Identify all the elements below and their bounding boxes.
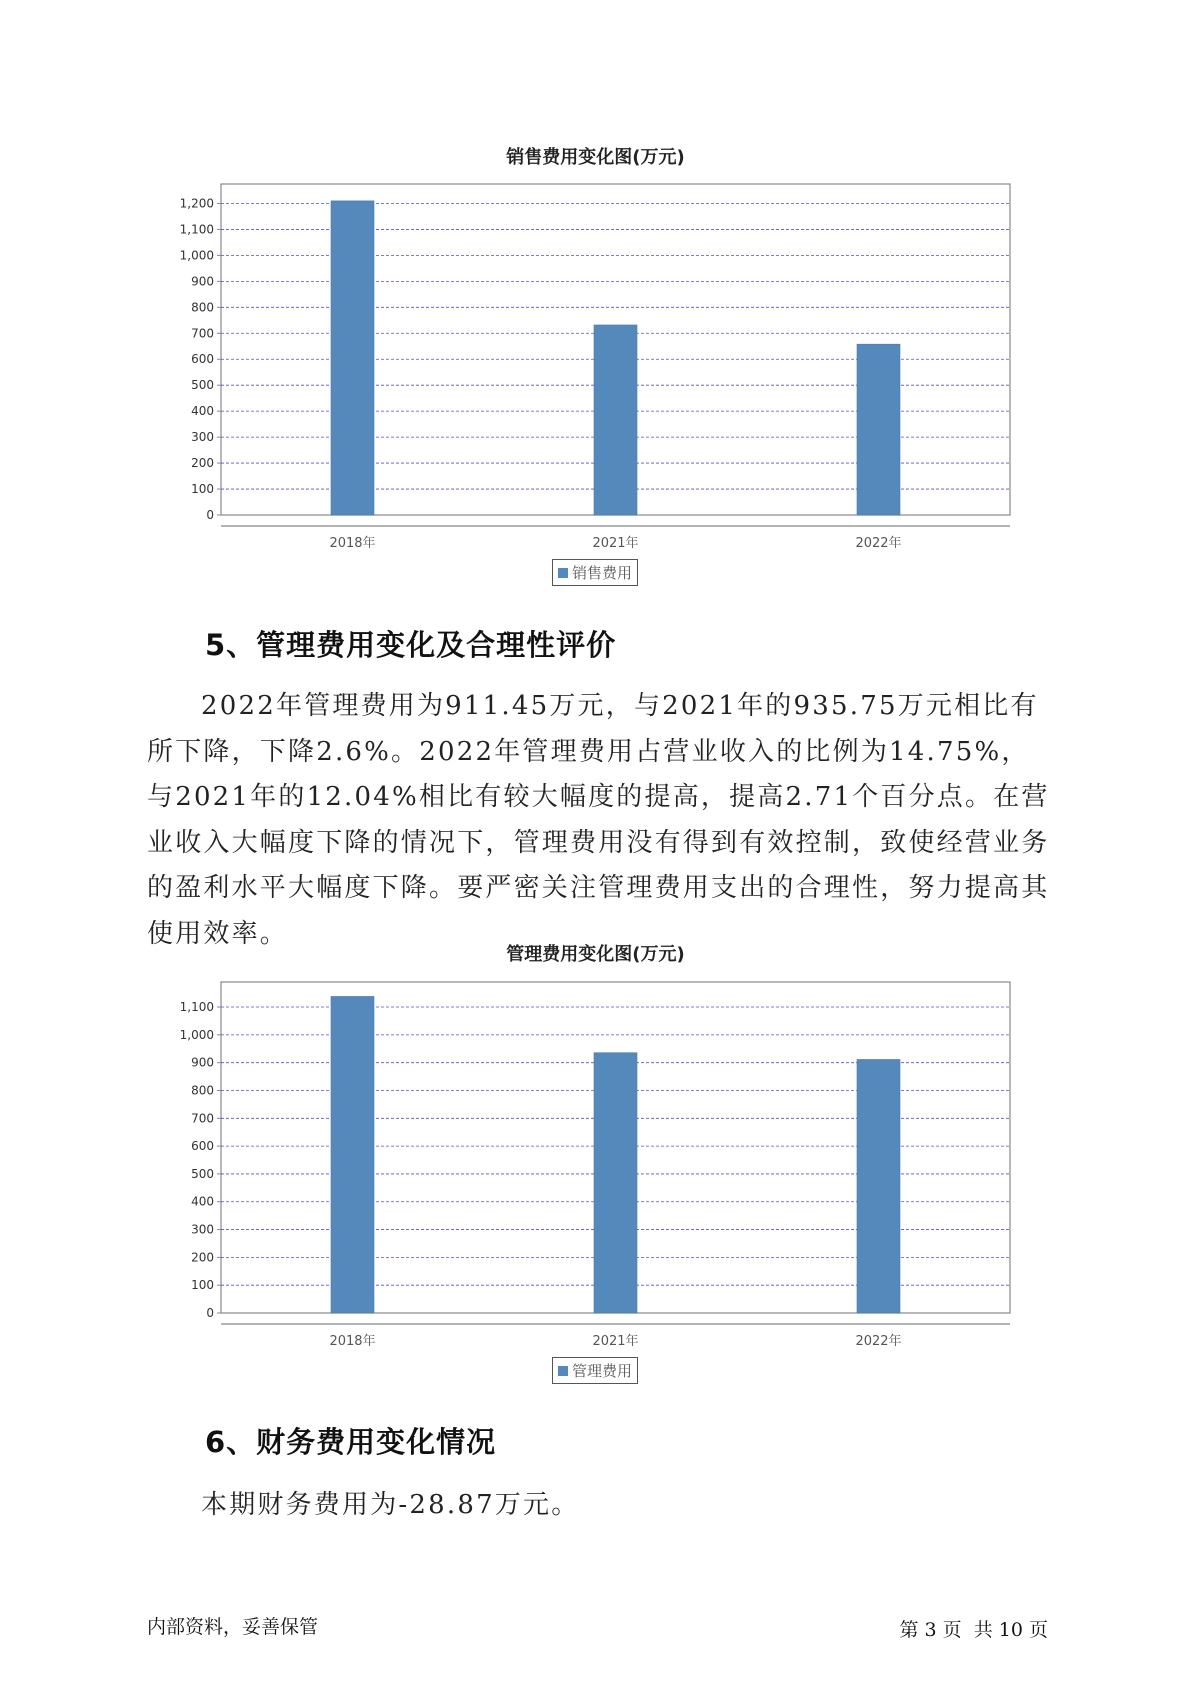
admin-expense-chart (0, 968, 1191, 1388)
sales-expense-chart (0, 170, 1191, 590)
sales-chart-legend (552, 559, 638, 586)
admin-chart-y-tick-label: 900 (191, 1055, 214, 1070)
sales-chart-y-tick-label: 700 (191, 326, 214, 341)
section-6-paragraph: 本期财务费用为-28.87万元。 (201, 1490, 580, 1520)
admin-chart-y-tick-label: 1,100 (179, 1000, 214, 1015)
sales-chart-y-tick-label: 1,200 (179, 196, 214, 211)
legend-swatch (558, 1366, 568, 1376)
admin-chart-y-tick-label: 800 (191, 1083, 214, 1098)
sales-chart-y-tick-label: 1,000 (179, 248, 214, 263)
section-5-heading: 5、管理费用变化及合理性评价 (205, 628, 617, 662)
admin-chart-y-tick-label: 600 (191, 1139, 214, 1154)
sales-chart-y-tick-label: 200 (191, 456, 214, 471)
section-5-paragraph: 2022年管理费用为911.45万元，与2021年的935.75万元相比有所下降，下降2.6%。2022年管理费用占营业收入的比例为14.75%，与2021年的12.04%相比有较大幅度的提高，提高2.71个百分点。在营业收入大幅度下降的情况下，管理费用没有得到有效控制，致使经营业务的盈利水平大幅度下降。要严密关注管理费用支出的合理性，努力提高其使用效率。 (147, 691, 1050, 949)
sales-chart-bar (594, 325, 637, 515)
admin-chart-x-tick-label: 2022年 (855, 1334, 902, 1349)
footer-page-number: 第 3 页 共 10 页 (899, 1619, 1048, 1641)
sales-chart-x-tick-label: 2018年 (329, 536, 376, 551)
sales-chart-y-tick-label: 100 (191, 482, 214, 497)
sales-chart-y-tick-label: 800 (191, 300, 214, 315)
sales-chart-bar (857, 344, 900, 515)
footer-confidential-note: 内部资料，妥善保管 (147, 1616, 319, 1638)
section-6-heading: 6、财务费用变化情况 (205, 1425, 497, 1459)
admin-chart-y-tick-label: 200 (191, 1250, 214, 1265)
sales-chart-title: 销售费用变化图(万元) (506, 147, 685, 168)
admin-chart-title: 管理费用变化图(万元) (506, 944, 685, 965)
admin-chart-y-tick-label: 100 (191, 1278, 214, 1293)
sales-chart-y-tick-label: 900 (191, 274, 214, 289)
admin-chart-x-tick-label: 2021年 (592, 1334, 639, 1349)
sales-chart-x-tick-label: 2021年 (592, 536, 639, 551)
sales-chart-y-tick-label: 0 (206, 508, 214, 522)
admin-chart-bar (594, 1053, 637, 1313)
admin-chart-bar (331, 996, 374, 1313)
admin-chart-legend (552, 1357, 638, 1384)
admin-chart-y-tick-label: 400 (191, 1194, 214, 1209)
admin-chart-y-tick-label: 500 (191, 1166, 214, 1181)
admin-chart-y-tick-label: 0 (206, 1306, 214, 1320)
legend-swatch (558, 568, 568, 578)
admin-chart-y-tick-label: 300 (191, 1222, 214, 1237)
sales-chart-x-tick-label: 2022年 (855, 536, 902, 551)
sales-chart-y-tick-label: 600 (191, 352, 214, 367)
admin-chart-x-tick-label: 2018年 (329, 1334, 376, 1349)
legend-label: 管理费用 (572, 1362, 633, 1380)
sales-chart-y-tick-label: 1,100 (179, 222, 214, 237)
sales-chart-y-tick-label: 400 (191, 404, 214, 419)
sales-chart-y-tick-label: 300 (191, 430, 214, 445)
admin-chart-bar (857, 1059, 900, 1313)
admin-chart-y-tick-label: 1,000 (179, 1027, 214, 1042)
legend-label: 销售费用 (572, 564, 633, 582)
sales-chart-bar (331, 201, 374, 515)
admin-chart-y-tick-label: 700 (191, 1111, 214, 1126)
sales-chart-y-tick-label: 500 (191, 378, 214, 393)
